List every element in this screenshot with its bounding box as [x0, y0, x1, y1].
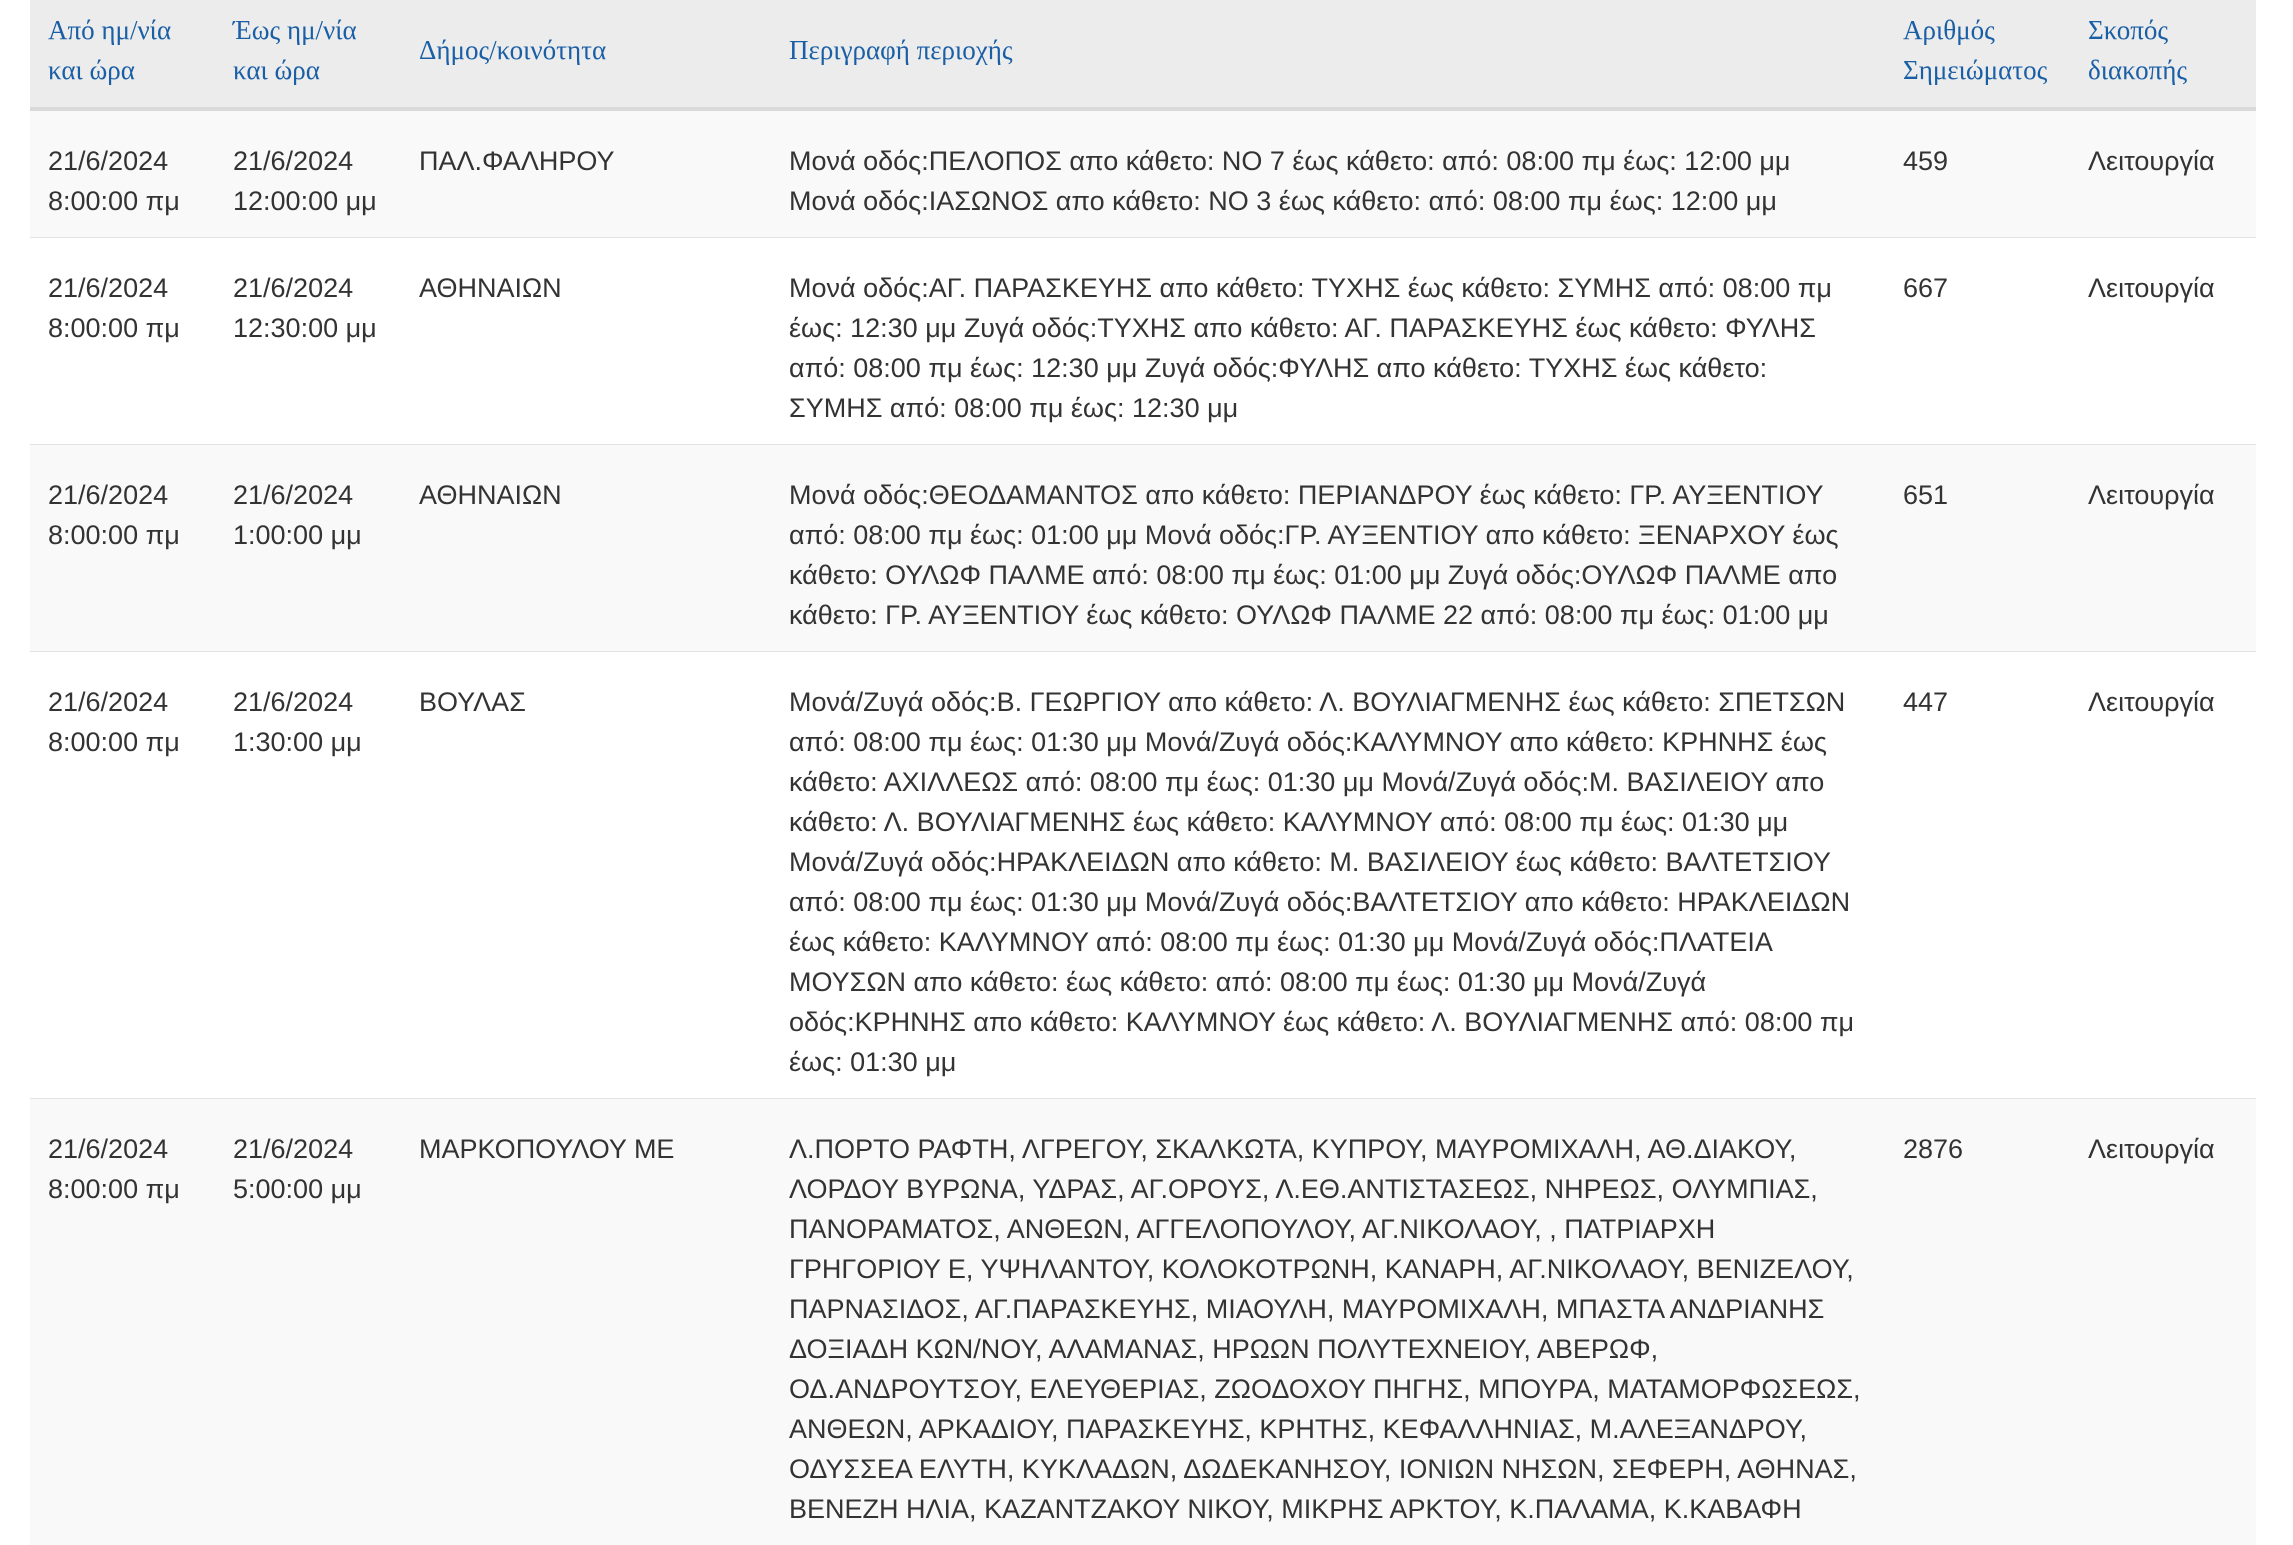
cell-municipality: ΜΑΡΚΟΠΟΥΛΟΥ ΜΕ	[401, 1099, 771, 1545]
cell-from-datetime	[30, 109, 215, 238]
from-time: 8:00:00 πμ	[48, 181, 197, 221]
from-date: 21/6/2024	[48, 141, 197, 181]
cell-municipality: ΠΑΛ.ΦΑΛΗΡΟΥ	[401, 109, 771, 238]
description-line: Μονά οδός:ΠΕΛΟΠΟΣ απο κάθετο: ΝΟ 7 έως κάθετο: από: 08:00 πμ έως: 12:00 μμ	[789, 141, 1867, 181]
from-time: 8:00:00 πμ	[48, 1169, 197, 1209]
cell-municipality: ΑΘΗΝΑΙΩΝ	[401, 445, 771, 652]
from-time: 8:00:00 πμ	[48, 515, 197, 555]
outage-table	[30, 0, 2256, 1545]
header-from-datetime[interactable]: Από ημ/νία και ώρα	[30, 0, 215, 109]
from-time: 8:00:00 πμ	[48, 308, 197, 348]
cell-area-description: Μονά/Ζυγά οδός:Β. ΓΕΩΡΓΙΟΥ απο κάθετο: Λ. ΒΟΥΛΙΑΓΜΕΝΗΣ έως κάθετο: ΣΠΕΤΣΩΝ από: 08:00 πμ έως: 01:30 μμ Μονά/Ζυγά οδός:ΚΑΛΥΜΝΟΥ απο κάθετο: ΚΡΗΝΗΣ έως κάθετο: ΑΧΙΛΛΕΩΣ από: 08:00 πμ έως: 01:30 μμ Μονά/Ζυγά οδός:Μ. ΒΑΣΙΛΕΙΟΥ απο κάθετο: Λ. ΒΟΥΛΙΑΓΜΕΝΗΣ έως κάθετο: ΚΑΛΥΜΝΟΥ από: 08:00 πμ έως: 01:30 μμ Μονά/Ζυγά οδός:ΗΡΑΚΛΕΙΔΩΝ απο κάθετο: Μ. ΒΑΣΙΛΕΙΟΥ έως κάθετο: ΒΑΛΤΕΤΣΙΟΥ από: 08:00 πμ έως: 01:30 μμ Μονά/Ζυγά οδός:ΒΑΛΤΕΤΣΙΟΥ απο κάθετο: ΗΡΑΚΛΕΙΔΩΝ έως κάθετο: ΚΑΛΥΜΝΟΥ από: 08:00 πμ έως: 01:30 μμ Μονά/Ζυγά οδός:ΠΛΑΤΕΙΑ ΜΟΥΣΩΝ απο κάθετο: έως κάθετο: από: 08:00 πμ έως: 01:30 μμ Μονά/Ζυγά οδός:ΚΡΗΝΗΣ απο κάθετο: ΚΑΛΥΜΝΟΥ έως κάθετο: Λ. ΒΟΥΛΙΑΓΜΕΝΗΣ από: 08:00 πμ έως: 01:30 μμ	[771, 652, 1885, 1099]
table-row	[30, 445, 2256, 652]
cell-from-datetime	[30, 445, 215, 652]
to-date: 21/6/2024	[233, 682, 383, 722]
cell-note-number: 667	[1885, 238, 2070, 445]
cell-outage-purpose: Λειτουργία	[2070, 1099, 2256, 1545]
cell-from-datetime	[30, 652, 215, 1099]
to-time: 12:30:00 μμ	[233, 308, 383, 348]
outage-table-container	[30, 0, 2256, 1545]
cell-outage-purpose: Λειτουργία	[2070, 238, 2256, 445]
cell-from-datetime	[30, 1099, 215, 1545]
header-area-description[interactable]: Περιγραφή περιοχής	[771, 0, 1885, 109]
cell-note-number: 447	[1885, 652, 2070, 1099]
cell-outage-purpose: Λειτουργία	[2070, 109, 2256, 238]
cell-to-datetime	[215, 238, 401, 445]
cell-outage-purpose: Λειτουργία	[2070, 652, 2256, 1099]
to-time: 5:00:00 μμ	[233, 1169, 383, 1209]
cell-area-description: Λ.ΠΟΡΤΟ ΡΑΦΤΗ, ΛΓΡΕΓΟΥ, ΣΚΑΛΚΩΤΑ, ΚΥΠΡΟΥ, ΜΑΥΡΟΜΙΧΑΛΗ, ΑΘ.ΔΙΑΚΟΥ, ΛΟΡΔΟΥ ΒΥΡΩΝΑ, ΥΔΡΑΣ, ΑΓ.ΟΡΟΥΣ, Λ.ΕΘ.ΑΝΤΙΣΤΑΣΕΩΣ, ΝΗΡΕΩΣ, ΟΛΥΜΠΙΑΣ, ΠΑΝΟΡΑΜΑΤΟΣ, ΑΝΘΕΩΝ, ΑΓΓΕΛΟΠΟΥΛΟΥ, ΑΓ.ΝΙΚΟΛΑΟΥ, , ΠΑΤΡΙΑΡΧΗ ΓΡΗΓΟΡΙΟΥ Ε, ΥΨΗΛΑΝΤΟΥ, ΚΟΛΟΚΟΤΡΩΝΗ, ΚΑΝΑΡΗ, ΑΓ.ΝΙΚΟΛΑΟΥ, ΒΕΝΙΖΕΛΟΥ, ΠΑΡΝΑΣΙΔΟΣ, ΑΓ.ΠΑΡΑΣΚΕΥΗΣ, ΜΙΑΟΥΛΗ, ΜΑΥΡΟΜΙΧΑΛΗ, ΜΠΑΣΤΑ ΑΝΔΡΙΑΝΗΣ ΔΟΞΙΑΔΗ ΚΩΝ/ΝΟΥ, ΑΛΑΜΑΝΑΣ, ΗΡΩΩΝ ΠΟΛΥΤΕΧΝΕΙΟΥ, ΑΒΕΡΩΦ, ΟΔ.ΑΝΔΡΟΥΤΣΟΥ, ΕΛΕΥΘΕΡΙΑΣ, ΖΩΟΔΟΧΟΥ ΠΗΓΗΣ, ΜΠΟΥΡΑ, ΜΑΤΑΜΟΡΦΩΣΕΩΣ, ΑΝΘΕΩΝ, ΑΡΚΑΔΙΟΥ, ΠΑΡΑΣΚΕΥΗΣ, ΚΡΗΤΗΣ, ΚΕΦΑΛΛΗΝΙΑΣ, Μ.ΑΛΕΞΑΝΔΡΟΥ, ΟΔΥΣΣΕΑ ΕΛΥΤΗ, ΚΥΚΛΑΔΩΝ, ΔΩΔΕΚΑΝΗΣΟΥ, ΙΟΝΙΩΝ ΝΗΣΩΝ, ΣΕΦΕΡΗ, ΑΘΗΝΑΣ, ΒΕΝΕΖΗ ΗΛΙΑ, ΚΑΖΑΝΤΖΑΚΟΥ ΝΙΚΟΥ, ΜΙΚΡΗΣ ΑΡΚΤΟΥ, Κ.ΠΑΛΑΜΑ, Κ.ΚΑΒΑΦΗ	[771, 1099, 1885, 1545]
cell-note-number: 651	[1885, 445, 2070, 652]
header-note-number[interactable]: Αριθμός Σημειώματος	[1885, 0, 2070, 109]
to-time: 1:00:00 μμ	[233, 515, 383, 555]
header-to-datetime[interactable]: Έως ημ/νία και ώρα	[215, 0, 401, 109]
cell-outage-purpose: Λειτουργία	[2070, 445, 2256, 652]
to-time: 1:30:00 μμ	[233, 722, 383, 762]
cell-to-datetime	[215, 652, 401, 1099]
table-row	[30, 238, 2256, 445]
cell-note-number: 2876	[1885, 1099, 2070, 1545]
to-date: 21/6/2024	[233, 141, 383, 181]
cell-area-description	[771, 109, 1885, 238]
table-row	[30, 1099, 2256, 1545]
cell-to-datetime	[215, 445, 401, 652]
cell-area-description: Μονά οδός:ΘΕΟΔΑΜΑΝΤΟΣ απο κάθετο: ΠΕΡΙΑΝΔΡΟΥ έως κάθετο: ΓΡ. ΑΥΞΕΝΤΙΟΥ από: 08:00 πμ έως: 01:00 μμ Μονά οδός:ΓΡ. ΑΥΞΕΝΤΙΟΥ απο κάθετο: ΞΕΝΑΡΧΟΥ έως κάθετο: ΟΥΛΩΦ ΠΑΛΜΕ από: 08:00 πμ έως: 01:00 μμ Ζυγά οδός:ΟΥΛΩΦ ΠΑΛΜΕ απο κάθετο: ΓΡ. ΑΥΞΕΝΤΙΟΥ έως κάθετο: ΟΥΛΩΦ ΠΑΛΜΕ 22 από: 08:00 πμ έως: 01:00 μμ	[771, 445, 1885, 652]
table-body	[30, 109, 2256, 1545]
from-date: 21/6/2024	[48, 268, 197, 308]
to-time: 12:00:00 μμ	[233, 181, 383, 221]
cell-municipality: ΒΟΥΛΑΣ	[401, 652, 771, 1099]
description-line: Μονά οδός:ΙΑΣΩΝΟΣ απο κάθετο: ΝΟ 3 έως κάθετο: από: 08:00 πμ έως: 12:00 μμ	[789, 181, 1867, 221]
from-date: 21/6/2024	[48, 1129, 197, 1169]
table-header	[30, 0, 2256, 109]
to-date: 21/6/2024	[233, 268, 383, 308]
from-date: 21/6/2024	[48, 682, 197, 722]
table-row	[30, 109, 2256, 238]
table-row	[30, 652, 2256, 1099]
to-date: 21/6/2024	[233, 475, 383, 515]
cell-to-datetime	[215, 1099, 401, 1545]
cell-to-datetime	[215, 109, 401, 238]
cell-area-description: Μονά οδός:ΑΓ. ΠΑΡΑΣΚΕΥΗΣ απο κάθετο: ΤΥΧΗΣ έως κάθετο: ΣΥΜΗΣ από: 08:00 πμ έως: 12:30 μμ Ζυγά οδός:ΤΥΧΗΣ απο κάθετο: ΑΓ. ΠΑΡΑΣΚΕΥΗΣ έως κάθετο: ΦΥΛΗΣ από: 08:00 πμ έως: 12:30 μμ Ζυγά οδός:ΦΥΛΗΣ απο κάθετο: ΤΥΧΗΣ έως κάθετο: ΣΥΜΗΣ από: 08:00 πμ έως: 12:30 μμ	[771, 238, 1885, 445]
cell-from-datetime	[30, 238, 215, 445]
header-municipality[interactable]: Δήμος/κοινότητα	[401, 0, 771, 109]
from-date: 21/6/2024	[48, 475, 197, 515]
from-time: 8:00:00 πμ	[48, 722, 197, 762]
cell-municipality: ΑΘΗΝΑΙΩΝ	[401, 238, 771, 445]
cell-note-number: 459	[1885, 109, 2070, 238]
header-outage-purpose[interactable]: Σκοπός διακοπής	[2070, 0, 2256, 109]
header-row	[30, 0, 2256, 109]
to-date: 21/6/2024	[233, 1129, 383, 1169]
